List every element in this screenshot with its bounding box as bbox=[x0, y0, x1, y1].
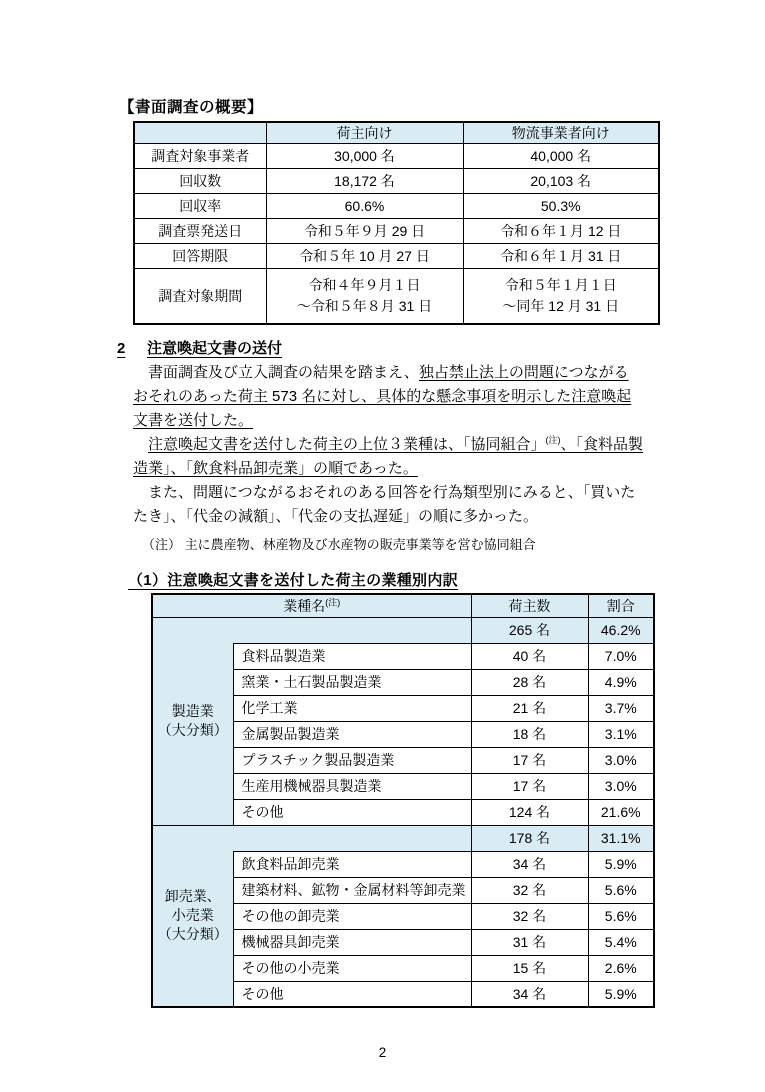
table-row bbox=[134, 144, 659, 169]
cell-share: 5.4% bbox=[588, 929, 654, 955]
cell-shippers: 17 名 bbox=[471, 773, 588, 799]
cell-shippers: 32 名 bbox=[471, 903, 588, 929]
section-2-heading bbox=[117, 337, 661, 361]
group-label-line: （大分類） bbox=[157, 926, 228, 943]
cell-logistics: 令和６年１月 12 日 bbox=[463, 219, 659, 244]
row-label: 調査票発送日 bbox=[134, 219, 266, 244]
cell-share: 2.6% bbox=[588, 955, 654, 981]
survey-overview-heading: 【書面調査の概要】 bbox=[119, 99, 264, 116]
cell-shippers: 34 名 bbox=[471, 851, 588, 877]
industry-name: 機械器具卸売業 bbox=[233, 929, 471, 955]
cell-shippers: 31 名 bbox=[471, 929, 588, 955]
group-cell-manufacturing bbox=[152, 617, 233, 825]
industry-name: 食料品製造業 bbox=[233, 643, 471, 669]
column-header-logistics: 物流事業者向け bbox=[463, 122, 659, 144]
cell-shipper: 18,172 名 bbox=[266, 169, 463, 194]
underlined-text-segment: 文書を送付した。 bbox=[133, 412, 254, 429]
industry-name: その他 bbox=[233, 799, 471, 825]
table-header-row bbox=[134, 122, 659, 144]
paragraph-1-line-3 bbox=[133, 409, 661, 433]
cell-share: 4.9% bbox=[588, 669, 654, 695]
cell-shippers: 32 名 bbox=[471, 877, 588, 903]
column-header-share: 割合 bbox=[588, 594, 654, 617]
paragraph-3-line-1: また、問題につながるおそれのある回答を行為類型別にみると、「買いた bbox=[148, 484, 636, 501]
cell-share: 5.9% bbox=[588, 981, 654, 1007]
industry-name: その他の小売業 bbox=[233, 955, 471, 981]
table-row bbox=[134, 219, 659, 244]
paragraph-2-line-2 bbox=[133, 457, 661, 481]
cell-share: 5.9% bbox=[588, 851, 654, 877]
cell-shippers: 15 名 bbox=[471, 955, 588, 981]
industry-name: その他の卸売業 bbox=[233, 903, 471, 929]
group-label-line: 小売業 bbox=[171, 907, 214, 924]
underlined-text-segment: 造業」、「飲食料品卸売業」の順であった。 bbox=[133, 460, 418, 477]
row-label: 調査対象事業者 bbox=[134, 144, 266, 169]
paragraph-2-line-1 bbox=[133, 433, 661, 457]
cell-logistics: 50.3% bbox=[463, 194, 659, 219]
paragraph-3-line-2: たき」、「代金の減額」、「代金の支払遅延」の順に多かった。 bbox=[133, 508, 539, 525]
subtotal-shippers: 265 名 bbox=[471, 617, 588, 643]
cell-logistics: 40,000 名 bbox=[463, 144, 659, 169]
cell-shipper: 令和５年９月 29 日 bbox=[266, 219, 463, 244]
text-segment: 書面調査及び立入調査の結果を踏まえ、 bbox=[148, 364, 419, 381]
cell-share: 3.7% bbox=[588, 695, 654, 721]
subtotal-shippers: 178 名 bbox=[471, 825, 588, 851]
cell-share: 21.6% bbox=[588, 799, 654, 825]
cell-shippers: 40 名 bbox=[471, 643, 588, 669]
industry-name: 化学工業 bbox=[233, 695, 471, 721]
period-line: 令和５年１月１日 bbox=[504, 276, 617, 293]
subtotal-row-manufacturing bbox=[152, 617, 654, 643]
section-2-title: 注意喚起文書の送付 bbox=[147, 340, 283, 357]
underlined-text-segment: おそれのあった荷主 573 名に対し、具体的な懸念事項を明示した注意喚起 bbox=[133, 388, 632, 405]
row-label: 調査対象期間 bbox=[134, 269, 266, 324]
footnote: （注） 主に農産物、林産物及び水産物の販売事業等を営む協同組合 bbox=[142, 537, 536, 552]
cell-share: 3.1% bbox=[588, 721, 654, 747]
cell-share: 5.6% bbox=[588, 903, 654, 929]
cell-logistics: 20,103 名 bbox=[463, 169, 659, 194]
group-label-line: 卸売業、 bbox=[164, 888, 221, 905]
text-segment: 、「食料品製 bbox=[560, 436, 644, 453]
subtotal-share: 46.2% bbox=[588, 617, 654, 643]
row-label: 回答期限 bbox=[134, 244, 266, 269]
column-header-industry bbox=[152, 594, 471, 617]
table-row bbox=[134, 169, 659, 194]
cell-shipper: 30,000 名 bbox=[266, 144, 463, 169]
group-cell-wholesale-retail bbox=[152, 825, 233, 1007]
subtotal-share: 31.1% bbox=[588, 825, 654, 851]
cell-shippers: 124 名 bbox=[471, 799, 588, 825]
table-row bbox=[134, 269, 659, 324]
table-row bbox=[134, 244, 659, 269]
text-segment: 注意喚起文書を送付した荷主の上位３業種は、「協同組合」 bbox=[148, 436, 546, 453]
cell-shippers: 28 名 bbox=[471, 669, 588, 695]
industry-name: 窯業・土石製品製造業 bbox=[233, 669, 471, 695]
note-reference-superscript: (注) bbox=[545, 435, 561, 445]
period-line: 令和４年９月１日 bbox=[308, 276, 421, 293]
table-row bbox=[134, 194, 659, 219]
period-line: ～令和５年８月 31 日 bbox=[296, 297, 433, 314]
paragraph-1-line-1 bbox=[133, 361, 661, 385]
cell-share: 3.0% bbox=[588, 747, 654, 773]
industry-name: その他 bbox=[233, 981, 471, 1007]
industry-breakdown-table bbox=[151, 593, 655, 1008]
cell-share: 7.0% bbox=[588, 643, 654, 669]
cell-shipper-period bbox=[266, 269, 463, 324]
cell-shippers: 18 名 bbox=[471, 721, 588, 747]
paragraph-1-line-2 bbox=[133, 385, 661, 409]
cell-shippers: 17 名 bbox=[471, 747, 588, 773]
cell-shipper: 令和５年 10 月 27 日 bbox=[266, 244, 463, 269]
industry-table-heading: （1）注意喚起文書を送付した荷主の業種別内訳 bbox=[128, 572, 458, 589]
subtotal-blank-cell bbox=[233, 617, 471, 643]
table-header-row bbox=[152, 594, 654, 617]
section-2 bbox=[117, 337, 661, 555]
group-label-line: 製造業 bbox=[171, 703, 214, 719]
industry-name: 飲食料品卸売業 bbox=[233, 851, 471, 877]
cell-shippers: 34 名 bbox=[471, 981, 588, 1007]
cell-share: 5.6% bbox=[588, 877, 654, 903]
column-header-shipper: 荷主向け bbox=[266, 122, 463, 144]
cell-logistics: 令和６年１月 31 日 bbox=[463, 244, 659, 269]
subtotal-blank-cell bbox=[233, 825, 471, 851]
row-label: 回収率 bbox=[134, 194, 266, 219]
subtotal-row-wholesale-retail bbox=[152, 825, 654, 851]
cell-shipper: 60.6% bbox=[266, 194, 463, 219]
underlined-text-segment: 独占禁止法上の問題につながる bbox=[418, 364, 629, 381]
period-line: ～同年 12 月 31 日 bbox=[502, 297, 620, 314]
industry-name: 金属製品製造業 bbox=[233, 721, 471, 747]
cell-logistics-period bbox=[463, 269, 659, 324]
cell-share: 3.0% bbox=[588, 773, 654, 799]
survey-overview-table bbox=[133, 121, 660, 325]
industry-name: プラスチック製品製造業 bbox=[233, 747, 471, 773]
blank-corner-cell bbox=[134, 122, 266, 144]
header-label: 業種名 bbox=[283, 597, 326, 614]
page-number: 2 bbox=[378, 1045, 387, 1060]
underlined-text-segment bbox=[148, 436, 643, 453]
section-2-number: 2 bbox=[117, 340, 126, 357]
group-label-line: （大分類） bbox=[157, 722, 228, 738]
row-label: 回収数 bbox=[134, 169, 266, 194]
column-header-shippers: 荷主数 bbox=[471, 594, 588, 617]
note-reference-superscript: (注) bbox=[325, 597, 341, 608]
cell-shippers: 21 名 bbox=[471, 695, 588, 721]
industry-name: 生産用機械器具製造業 bbox=[233, 773, 471, 799]
industry-name: 建築材料、鉱物・金属材料等卸売業 bbox=[233, 877, 471, 903]
